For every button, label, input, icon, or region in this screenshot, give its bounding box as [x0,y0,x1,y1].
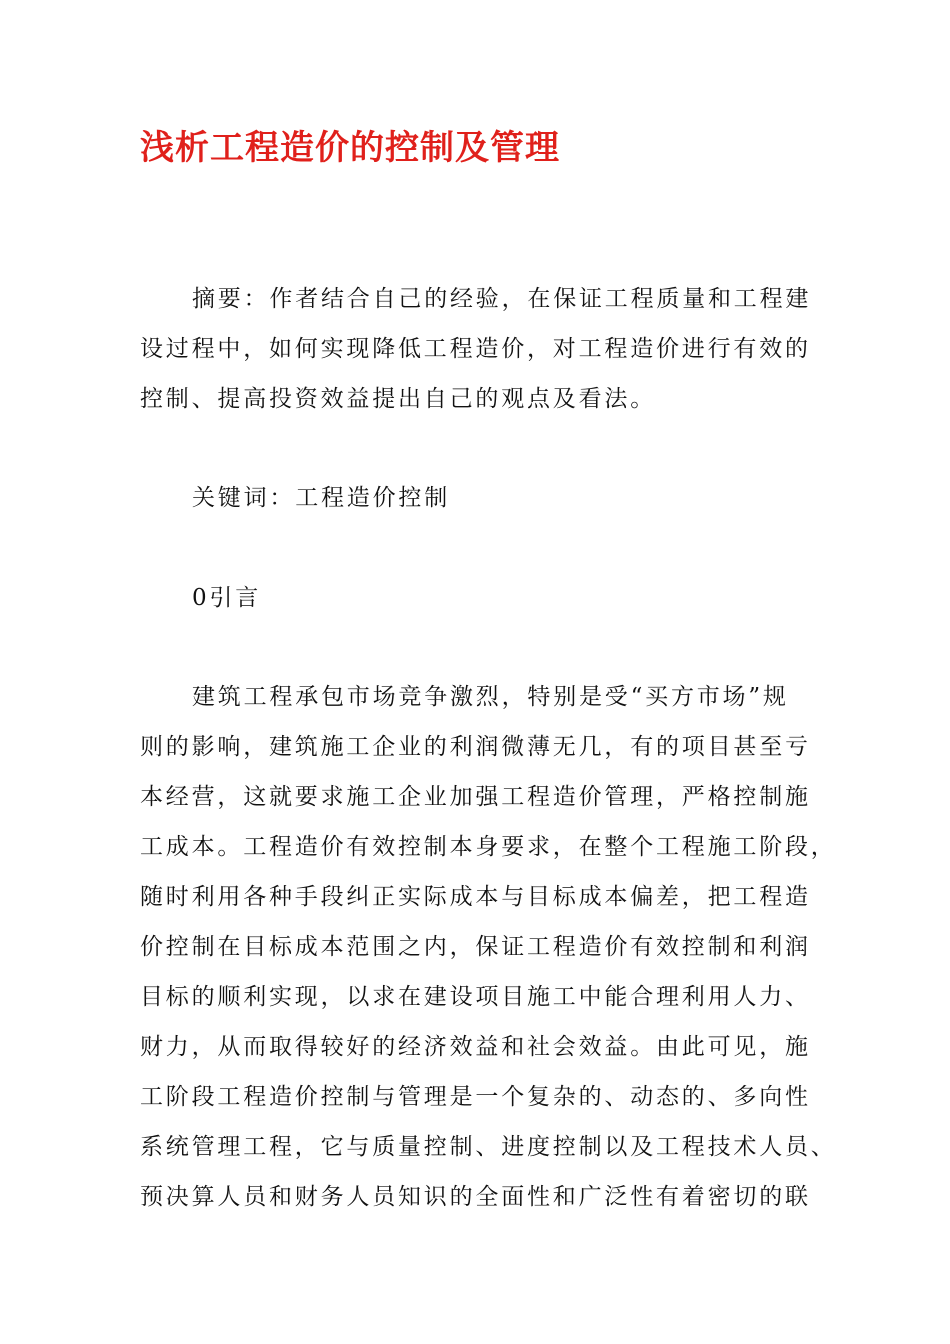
intro-line: 财力，从而取得较好的经济效益和社会效益。由此可见，施 [140,1034,811,1060]
intro-paragraph [140,672,837,1222]
intro-line: 价控制在目标成本范围之内，保证工程造价有效控制和利润 [140,934,811,960]
abstract-line: 控制、提高投资效益提出自己的观点及看法。 [140,386,656,412]
intro-line: 工阶段工程造价控制与管理是一个复杂的、动态的、多向性 [140,1084,811,1110]
intro-line: 工成本。工程造价有效控制本身要求，在整个工程施工阶段， [140,834,837,860]
intro-line: 建筑工程承包市场竞争激烈，特别是受“买方市场”规 [192,684,789,710]
intro-line: 则的影响，建筑施工企业的利润微薄无几，有的项目甚至亏 [140,734,811,760]
document-title: 浅析工程造价的控制及管理 [140,128,560,168]
intro-line: 预决算人员和财务人员知识的全面性和广泛性有着密切的联 [140,1184,811,1210]
intro-line: 目标的顺利实现，以求在建设项目施工中能合理利用人力、 [140,984,811,1010]
keywords-paragraph [140,473,820,523]
intro-line: 系统管理工程，它与质量控制、进度控制以及工程技术人员、 [140,1134,837,1160]
intro-line: 随时利用各种手段纠正实际成本与目标成本偏差，把工程造 [140,884,811,910]
intro-line: 本经营，这就要求施工企业加强工程造价管理，严格控制施 [140,784,811,810]
abstract-line: 摘要：作者结合自己的经验，在保证工程质量和工程建 [192,286,812,312]
section-heading [140,573,820,623]
section-heading-text: 0引言 [192,585,262,611]
keywords-line: 关键词：工程造价控制 [192,485,450,511]
abstract-line: 设过程中，如何实现降低工程造价，对工程造价进行有效的 [140,336,811,362]
abstract-paragraph [140,274,820,424]
